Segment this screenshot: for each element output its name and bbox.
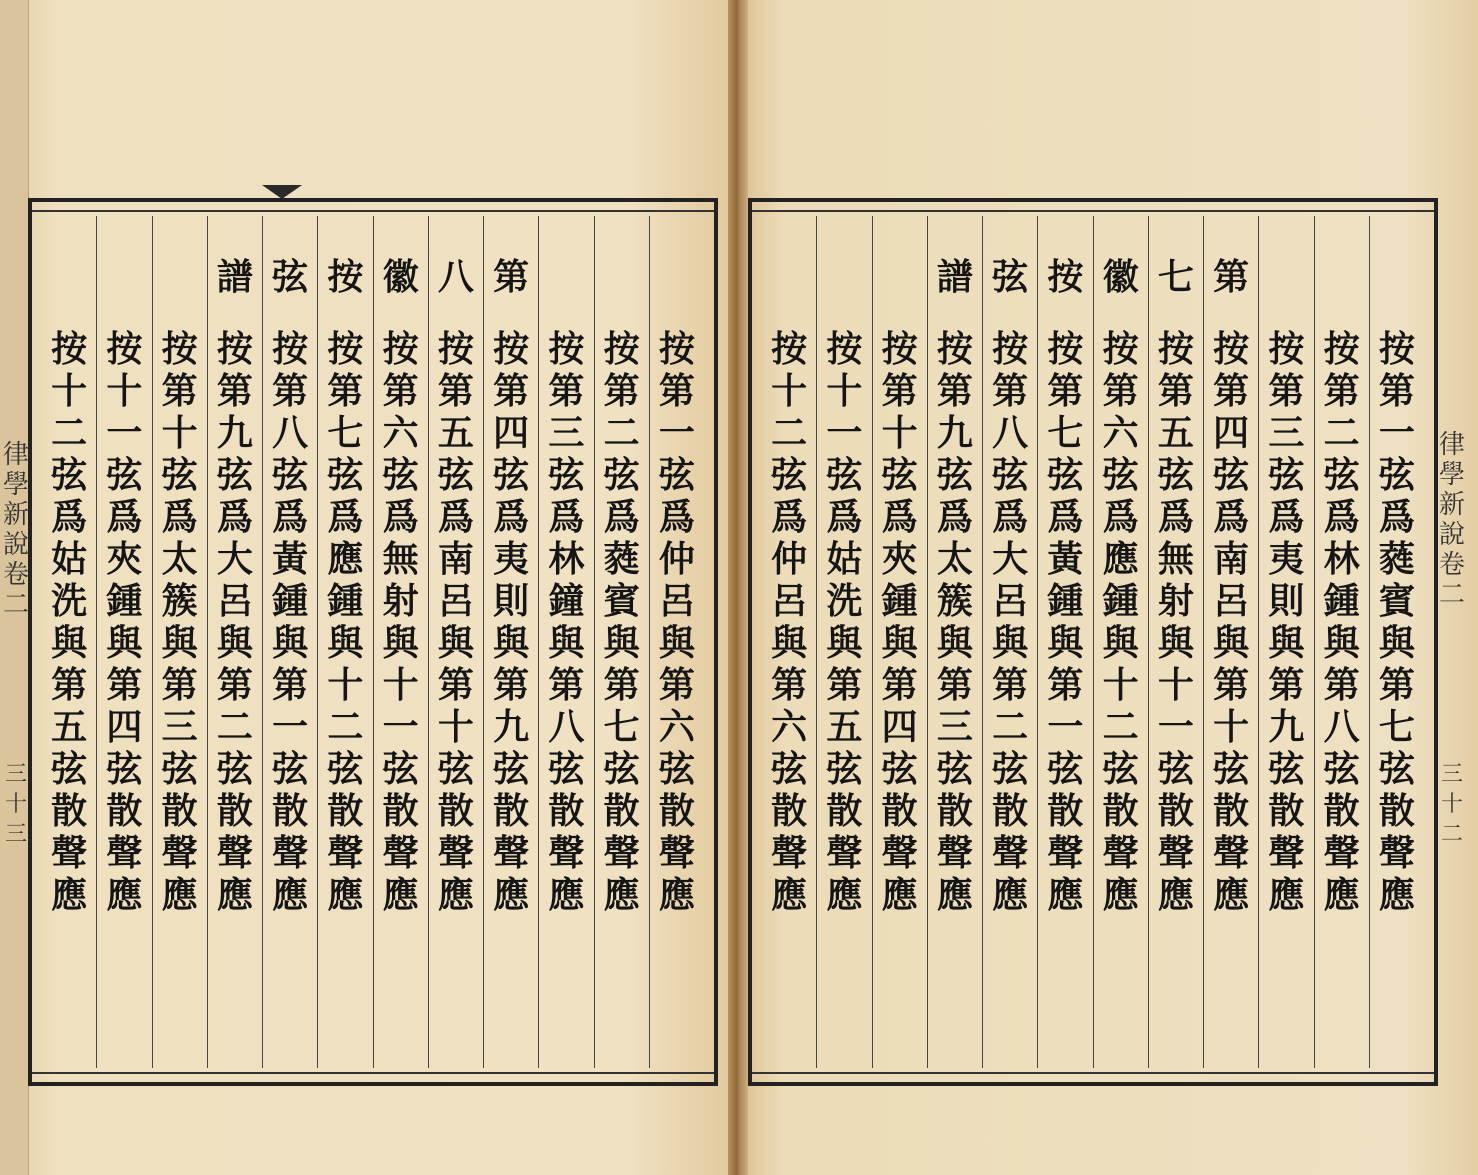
right-page [738,0,1478,1175]
left-bottom-rule [32,1072,714,1074]
right-text-frame [748,198,1438,1086]
left-top-rule [32,210,714,212]
text-column [262,216,317,1068]
text-column [649,216,704,1068]
text-column [373,216,428,1068]
text-column [982,216,1037,1068]
text-column [762,216,816,1068]
right-folio: 三十二 [1440,762,1463,847]
column-heading: 弦 [272,256,309,298]
column-text: 按第七弦爲應鍾與十二弦散聲應 [327,328,364,916]
column-heading: 七 [1157,256,1194,298]
text-column [428,216,483,1068]
column-heading: 八 [437,256,474,298]
left-margin-title: 律學新說卷二 [2,440,29,620]
column-text: 按十二弦爲仲呂與第六弦散聲應 [771,328,808,916]
left-columns [42,216,704,1068]
left-folio: 三十三 [4,762,27,847]
column-text: 按第四弦爲夷則與第九弦散聲應 [493,328,530,916]
left-page [0,0,738,1175]
left-text-frame [28,198,718,1086]
column-heading: 譜 [936,256,973,298]
column-text: 按第四弦爲南呂與第十弦散聲應 [1213,328,1250,916]
column-text: 按第一弦爲仲呂與第六弦散聲應 [658,328,695,916]
text-column [207,216,262,1068]
column-heading: 按 [327,256,364,298]
column-text: 按第九弦爲太簇與第三弦散聲應 [936,328,973,916]
column-text: 按第五弦爲無射與十一弦散聲應 [1157,328,1194,916]
column-text: 按第一弦爲蕤賓與第七弦散聲應 [1378,328,1415,916]
column-text: 按第八弦爲大呂與第二弦散聲應 [992,328,1029,916]
column-text: 按第八弦爲黃鍾與第一弦散聲應 [272,328,309,916]
column-text: 按第二弦爲蕤賓與第七弦散聲應 [603,328,640,916]
column-text: 按第七弦爲黃鍾與第一弦散聲應 [1047,328,1084,916]
right-columns [762,216,1424,1068]
right-bottom-rule [752,1072,1434,1074]
text-column [594,216,649,1068]
text-column [152,216,207,1068]
column-heading: 譜 [216,256,253,298]
text-column [1203,216,1258,1068]
column-heading: 弦 [992,256,1029,298]
left-top-ornament [262,185,302,199]
text-column [816,216,871,1068]
text-column [317,216,372,1068]
text-column [1314,216,1369,1068]
text-column [927,216,982,1068]
column-text: 按第五弦爲南呂與第十弦散聲應 [437,328,474,916]
column-heading: 第 [1213,256,1250,298]
column-heading: 徽 [1102,256,1139,298]
text-column [1148,216,1203,1068]
column-heading: 按 [1047,256,1084,298]
text-column [42,216,96,1068]
text-column [1369,216,1424,1068]
right-margin-title: 律學新說卷二 [1438,430,1465,610]
column-heading: 第 [493,256,530,298]
column-heading: 徽 [382,256,419,298]
column-text: 按第六弦爲無射與十一弦散聲應 [382,328,419,916]
column-text: 按第二弦爲林鍾與第八弦散聲應 [1323,328,1360,916]
text-column [483,216,538,1068]
column-text: 按第十弦爲太簇與第三弦散聲應 [161,328,198,916]
text-column [1037,216,1092,1068]
text-column [1093,216,1148,1068]
column-text: 按第十弦爲夾鍾與第四弦散聲應 [881,328,918,916]
right-top-rule [752,210,1434,212]
column-text: 按第九弦爲大呂與第二弦散聲應 [216,328,253,916]
text-column [872,216,927,1068]
column-text: 按十二弦爲姑洗與第五弦散聲應 [51,328,88,916]
column-text: 按第三弦爲林鐘與第八弦散聲應 [548,328,585,916]
column-text: 按十一弦爲夾鍾與第四弦散聲應 [106,328,143,916]
column-text: 按第六弦爲應鍾與十二弦散聲應 [1102,328,1139,916]
column-text: 按十一弦爲姑洗與第五弦散聲應 [826,328,863,916]
column-text: 按第三弦爲夷則與第九弦散聲應 [1268,328,1305,916]
text-column [538,216,593,1068]
book-gutter [728,0,748,1175]
text-column [96,216,151,1068]
text-column [1258,216,1313,1068]
